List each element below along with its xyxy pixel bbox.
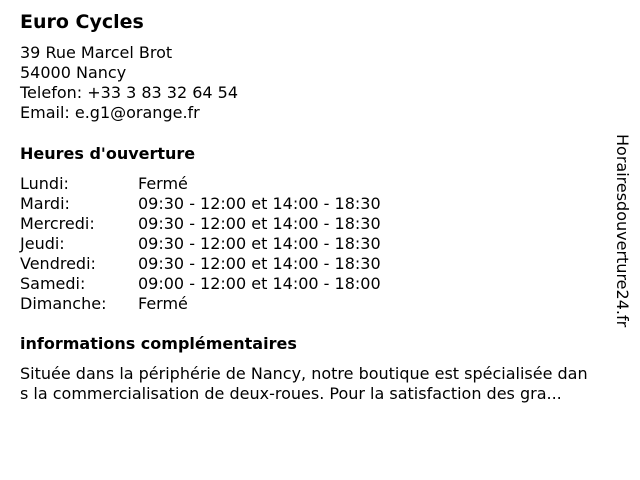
description-line: Située dans la périphérie de Nancy, notre boutique est spécialisée dan bbox=[20, 364, 588, 383]
business-name: Euro Cycles bbox=[20, 11, 144, 33]
day-label: Mercredi: bbox=[20, 214, 95, 233]
hours-value: Fermé bbox=[138, 294, 188, 313]
day-label: Jeudi: bbox=[20, 234, 65, 253]
hours-value: 09:30 - 12:00 et 14:00 - 18:30 bbox=[138, 254, 381, 273]
day-label: Mardi: bbox=[20, 194, 70, 213]
hours-value: 09:00 - 12:00 et 14:00 - 18:00 bbox=[138, 274, 381, 293]
hours-value: Fermé bbox=[138, 174, 188, 193]
email-address: Email: e.g1@orange.fr bbox=[20, 103, 200, 122]
day-label: Dimanche: bbox=[20, 294, 107, 313]
hours-value: 09:30 - 12:00 et 14:00 - 18:30 bbox=[138, 234, 381, 253]
phone-number: Telefon: +33 3 83 32 64 54 bbox=[20, 83, 239, 102]
business-description bbox=[20, 364, 632, 404]
description-line: s la commercialisation de deux-roues. Pour la satisfaction des gra... bbox=[20, 384, 562, 403]
hours-heading: Heures d'ouverture bbox=[20, 144, 196, 163]
day-label: Samedi: bbox=[20, 274, 86, 293]
hours-value: 09:30 - 12:00 et 14:00 - 18:30 bbox=[138, 214, 381, 233]
business-contact bbox=[20, 43, 238, 123]
hours-value: 09:30 - 12:00 et 14:00 - 18:30 bbox=[138, 194, 381, 213]
street-address: 39 Rue Marcel Brot bbox=[20, 43, 173, 62]
info-heading: informations complémentaires bbox=[20, 334, 297, 353]
day-label: Vendredi: bbox=[20, 254, 96, 273]
site-watermark: Horairesdouverture24.fr bbox=[613, 134, 632, 328]
day-label: Lundi: bbox=[20, 174, 69, 193]
city-postal: 54000 Nancy bbox=[20, 63, 127, 82]
